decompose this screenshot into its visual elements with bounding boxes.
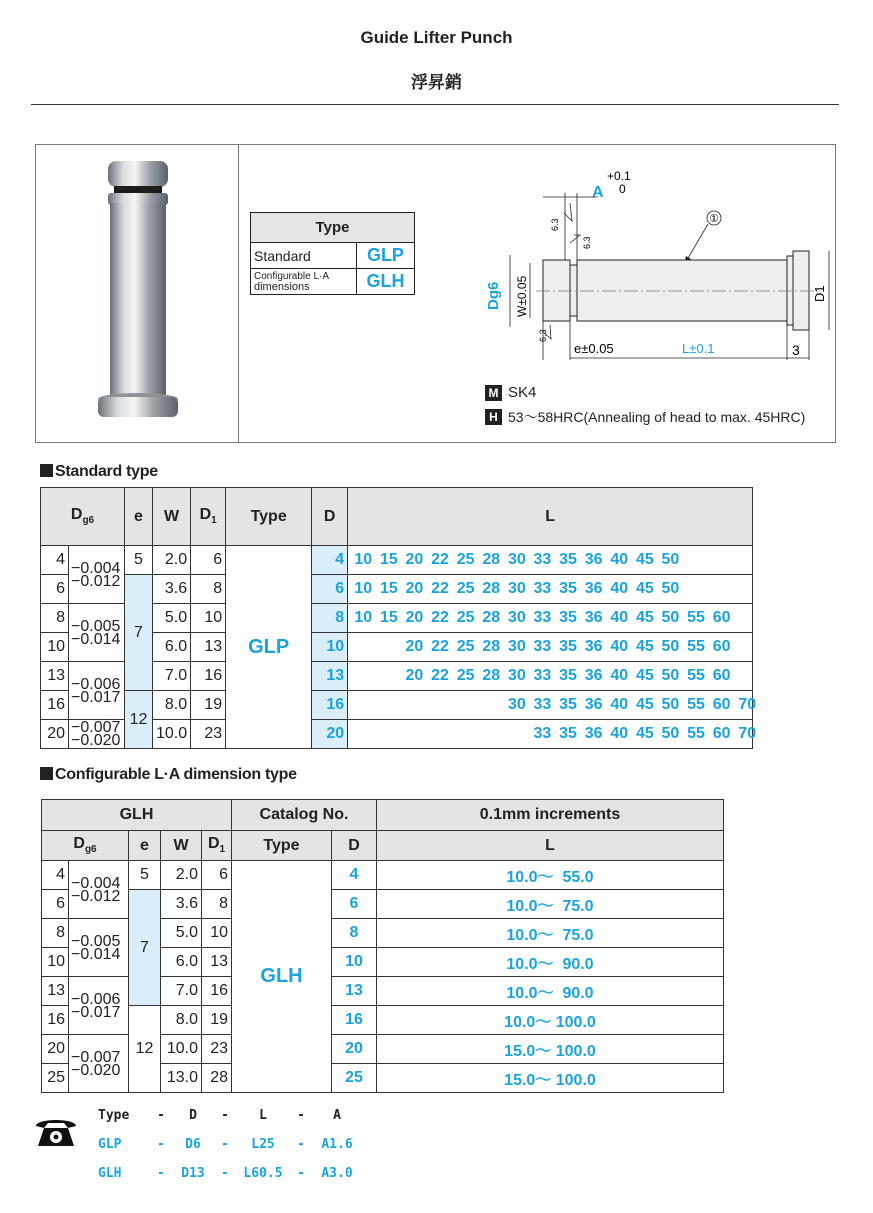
cfg-head-increments: 0.1mm increments xyxy=(377,800,724,831)
cfg-d1-cell: 19 xyxy=(202,1006,232,1035)
l-value: 20 xyxy=(405,609,424,626)
std-d-cell: 10 xyxy=(312,633,348,662)
std-d1-cell: 16 xyxy=(191,662,226,691)
std-d1-cell: 23 xyxy=(191,720,226,749)
l-value: 60 xyxy=(712,667,731,684)
std-dg-cell: 6 xyxy=(41,575,69,604)
order-example-glp xyxy=(98,1137,362,1166)
std-d-cell: 8 xyxy=(312,604,348,633)
cfg-d-cell: 20 xyxy=(332,1035,377,1064)
l-value: 40 xyxy=(610,580,629,597)
order-part: D13 xyxy=(181,1166,205,1181)
standard-code: GLP xyxy=(356,243,414,269)
header-divider xyxy=(31,104,839,105)
cfg-w-cell: 6.0 xyxy=(161,948,202,977)
std-tolerance-cell: −0.006 −0.017 xyxy=(69,662,125,720)
cfg-dg-cell: 4 xyxy=(42,861,69,890)
telephone-icon xyxy=(34,1114,78,1153)
roughness-3: 6.3 xyxy=(538,329,548,342)
l-value: 70 xyxy=(738,696,757,713)
l-value: 20 xyxy=(405,580,424,597)
cfg-type-cell: GLH xyxy=(232,861,332,1093)
l-value: 33 xyxy=(533,696,552,713)
std-l-cell xyxy=(348,691,757,720)
configurable-label-line2: dimensions xyxy=(254,280,310,293)
l-value: 55 xyxy=(687,696,705,713)
cfg-d-cell: 8 xyxy=(332,919,377,948)
l-value: 36 xyxy=(584,696,603,713)
std-tolerance-cell: −0.007 −0.020 xyxy=(69,720,125,749)
l-value: 10 xyxy=(354,580,373,597)
std-head-e: e xyxy=(125,488,153,546)
l-value: 40 xyxy=(610,667,629,684)
l-value: 55 xyxy=(687,638,705,655)
a-tol-top: +0.1 xyxy=(607,169,631,183)
callout-1: ① xyxy=(709,213,719,225)
l-value: 50 xyxy=(661,638,680,655)
cfg-dg-cell: 25 xyxy=(42,1064,69,1093)
order-part: Type xyxy=(98,1108,130,1123)
l-value: 60 xyxy=(712,725,731,742)
l-value: 45 xyxy=(635,725,654,742)
std-tolerance-cell: −0.004 −0.012 xyxy=(69,546,125,604)
std-l-cell xyxy=(348,662,753,691)
table-row xyxy=(41,546,753,575)
cfg-d1-cell: 8 xyxy=(202,890,232,919)
l-value: 50 xyxy=(661,609,680,626)
l-value: 20 xyxy=(405,551,424,568)
order-part: A3.0 xyxy=(321,1166,353,1181)
spec-box xyxy=(35,144,836,443)
material-key: M xyxy=(485,385,502,401)
l-value: 55 xyxy=(687,667,705,684)
l-value: 36 xyxy=(584,609,603,626)
order-part: - xyxy=(221,1108,229,1123)
d1-label: D1 xyxy=(812,285,827,302)
cfg-l-cell: 15.0〜 100.0 xyxy=(377,1035,724,1064)
cfg-w-cell: 8.0 xyxy=(161,1006,202,1035)
cfg-head-glh: GLH xyxy=(42,800,232,831)
order-part: D6 xyxy=(185,1137,201,1152)
l-value: 35 xyxy=(559,696,577,713)
order-part: GLP xyxy=(98,1137,122,1152)
cfg-w-cell: 10.0 xyxy=(161,1035,202,1064)
order-part: - xyxy=(221,1137,229,1152)
l-value: 36 xyxy=(584,725,603,742)
cfg-d1-cell: 13 xyxy=(202,948,232,977)
l-value: 40 xyxy=(610,725,629,742)
std-head-l: L xyxy=(348,488,753,546)
cfg-d1-cell: 6 xyxy=(202,861,232,890)
cfg-d-cell: 10 xyxy=(332,948,377,977)
cfg-head-l: L xyxy=(377,831,724,861)
std-w-cell: 10.0 xyxy=(153,720,191,749)
l-value: 33 xyxy=(533,551,552,568)
cfg-tolerance-cell: −0.005 −0.014 xyxy=(69,919,129,977)
cfg-d-cell: 4 xyxy=(332,861,377,890)
std-e-cell: 5 xyxy=(125,546,153,575)
config-heading xyxy=(40,766,297,784)
l-value: 22 xyxy=(431,551,449,568)
std-d1-cell: 10 xyxy=(191,604,226,633)
l-value: 15 xyxy=(379,580,398,597)
product-photo xyxy=(36,145,239,442)
l-value: 22 xyxy=(431,609,449,626)
l-value: 28 xyxy=(482,638,501,655)
cfg-l-cell: 10.0〜 100.0 xyxy=(377,1006,724,1035)
l-value: 40 xyxy=(610,638,629,655)
std-d1-cell: 6 xyxy=(191,546,226,575)
l-value: 45 xyxy=(635,580,654,597)
order-part: - xyxy=(297,1166,305,1181)
roughness-2: 6.3 xyxy=(582,236,592,249)
l-value: 33 xyxy=(533,580,552,597)
std-w-cell: 3.6 xyxy=(153,575,191,604)
cfg-l-cell: 10.0〜 75.0 xyxy=(377,919,724,948)
page-subtitle: 浮昇銷 xyxy=(411,73,462,92)
cfg-w-cell: 3.6 xyxy=(161,890,202,919)
std-w-cell: 8.0 xyxy=(153,691,191,720)
order-part: - xyxy=(297,1137,305,1152)
l-label: L±0.1 xyxy=(682,341,715,356)
l-value: 25 xyxy=(456,638,475,655)
standard-label: Standard xyxy=(251,243,357,269)
std-head-d: D xyxy=(312,488,348,546)
type-table-heading: Type xyxy=(251,213,415,243)
l-value: 28 xyxy=(482,667,501,684)
l-value: 35 xyxy=(559,551,577,568)
w-label: W±0.05 xyxy=(515,275,529,317)
cfg-d1-cell: 28 xyxy=(202,1064,232,1093)
std-tolerance-cell: −0.005 −0.014 xyxy=(69,604,125,662)
l-value: 28 xyxy=(482,551,501,568)
cfg-l-cell: 10.0〜 75.0 xyxy=(377,890,724,919)
cfg-head-catalog: Catalog No. xyxy=(232,800,377,831)
order-part: - xyxy=(297,1108,305,1123)
type-table xyxy=(250,212,415,295)
standard-table xyxy=(40,487,757,749)
l-value: 36 xyxy=(584,580,603,597)
order-part: - xyxy=(157,1166,165,1181)
a-label: A xyxy=(592,184,604,201)
l-value: 30 xyxy=(507,551,526,568)
std-d-cell: 16 xyxy=(312,691,348,720)
config-table xyxy=(41,799,724,1093)
std-l-cell xyxy=(348,633,753,662)
config-heading-text: Configurable L·A dimension type xyxy=(55,766,297,783)
l-value: 50 xyxy=(661,580,680,597)
cfg-d1-cell: 23 xyxy=(202,1035,232,1064)
order-part: D xyxy=(189,1108,197,1123)
l-value: 30 xyxy=(507,638,526,655)
std-head-w: W xyxy=(153,488,191,546)
cfg-head-d1: $D_1$ xyxy=(202,831,232,861)
l-value: 35 xyxy=(559,725,577,742)
std-head-type: Type xyxy=(226,488,312,546)
std-d-cell: 4 xyxy=(312,546,348,575)
table-row xyxy=(42,1006,724,1035)
std-l-cell xyxy=(348,604,753,633)
order-example xyxy=(98,1108,362,1195)
cfg-l-cell: 10.0〜 90.0 xyxy=(377,977,724,1006)
l-value: 40 xyxy=(610,551,629,568)
cfg-e-cell: 7 xyxy=(129,890,161,1006)
l-value: 55 xyxy=(687,725,705,742)
order-part: A1.6 xyxy=(321,1137,353,1152)
l-value: 30 xyxy=(507,667,526,684)
l-value: 60 xyxy=(712,696,731,713)
std-head-dg6: $D_{g6}$ xyxy=(41,488,125,546)
std-w-cell: 6.0 xyxy=(153,633,191,662)
std-e-cell: 7 xyxy=(125,575,153,691)
l-value: 15 xyxy=(379,551,398,568)
l-value: 36 xyxy=(584,551,603,568)
l-value: 25 xyxy=(456,609,475,626)
cfg-d1-cell: 16 xyxy=(202,977,232,1006)
cfg-dg-cell: 13 xyxy=(42,977,69,1006)
std-dg-cell: 4 xyxy=(41,546,69,575)
cfg-d-cell: 6 xyxy=(332,890,377,919)
order-part: A xyxy=(333,1108,341,1123)
material-line xyxy=(485,384,536,401)
std-d-cell: 20 xyxy=(312,720,348,749)
l-value: 33 xyxy=(533,725,552,742)
hardness-text: 53〜58HRC(Annealing of head to max. 45HRC) xyxy=(508,409,806,425)
std-w-cell: 5.0 xyxy=(153,604,191,633)
l-value: 33 xyxy=(533,667,552,684)
configurable-label-line1: Configurable L·A xyxy=(254,270,330,282)
l-value: 22 xyxy=(431,667,449,684)
l-value: 20 xyxy=(405,667,424,684)
std-d1-cell: 13 xyxy=(191,633,226,662)
cfg-d1-cell: 10 xyxy=(202,919,232,948)
dg6-label: Dg6 xyxy=(485,281,502,310)
l-value: 20 xyxy=(405,638,424,655)
l-value: 30 xyxy=(507,580,526,597)
order-part: - xyxy=(157,1108,165,1123)
l-value: 33 xyxy=(533,638,552,655)
page-title: Guide Lifter Punch xyxy=(360,28,513,47)
std-dg-cell: 16 xyxy=(41,691,69,720)
order-part: - xyxy=(157,1137,165,1152)
cfg-dg-cell: 6 xyxy=(42,890,69,919)
l-value: 45 xyxy=(635,551,654,568)
cfg-l-cell: 15.0〜 100.0 xyxy=(377,1064,724,1093)
roughness-1: 6.3 xyxy=(550,218,560,231)
cfg-head-w: W xyxy=(161,831,202,861)
technical-drawing xyxy=(446,155,836,385)
l-value: 25 xyxy=(456,667,475,684)
order-part: - xyxy=(221,1166,229,1181)
l-value: 45 xyxy=(635,638,654,655)
order-part: L60.5 xyxy=(243,1166,283,1181)
std-type-cell: GLP xyxy=(226,546,312,749)
l-value: 35 xyxy=(559,609,577,626)
cfg-head-d: D xyxy=(332,831,377,861)
cfg-l-cell: 10.0〜 55.0 xyxy=(377,861,724,890)
std-d-cell: 6 xyxy=(312,575,348,604)
l-value: 60 xyxy=(712,609,731,626)
configurable-label xyxy=(251,269,357,295)
cfg-e-cell: 5 xyxy=(129,861,161,890)
order-part: L25 xyxy=(251,1137,275,1152)
cfg-l-cell: 10.0〜 90.0 xyxy=(377,948,724,977)
std-w-cell: 7.0 xyxy=(153,662,191,691)
order-header-row xyxy=(98,1108,362,1137)
cfg-d-cell: 25 xyxy=(332,1064,377,1093)
l-value: 10 xyxy=(354,551,373,568)
std-e-cell: 12 xyxy=(125,691,153,749)
l-value: 45 xyxy=(635,696,654,713)
standard-heading xyxy=(40,463,158,481)
std-d-cell: 13 xyxy=(312,662,348,691)
e-label: e±0.05 xyxy=(574,341,614,356)
table-row xyxy=(41,691,753,720)
l-value: 45 xyxy=(635,667,654,684)
l-value: 55 xyxy=(687,609,705,626)
cfg-tolerance-cell: −0.007 −0.020 xyxy=(69,1035,129,1093)
cfg-w-cell: 13.0 xyxy=(161,1064,202,1093)
l-value: 25 xyxy=(456,580,475,597)
l-value: 35 xyxy=(559,638,577,655)
table-row xyxy=(41,575,753,604)
material-text: SK4 xyxy=(508,384,537,401)
a-tol-bottom: 0 xyxy=(619,182,626,196)
cfg-d-cell: 13 xyxy=(332,977,377,1006)
l-value: 36 xyxy=(584,667,603,684)
cfg-tolerance-cell: −0.004 −0.012 xyxy=(69,861,129,919)
l-value: 30 xyxy=(507,696,526,713)
std-w-cell: 2.0 xyxy=(153,546,191,575)
l-value: 40 xyxy=(610,609,629,626)
l-value: 70 xyxy=(738,725,757,742)
configurable-code: GLH xyxy=(356,269,414,295)
l-value: 28 xyxy=(482,609,501,626)
std-dg-cell: 13 xyxy=(41,662,69,691)
l-value: 25 xyxy=(456,551,475,568)
l-value: 28 xyxy=(482,580,501,597)
cfg-w-cell: 2.0 xyxy=(161,861,202,890)
std-l-cell xyxy=(348,575,753,604)
std-l-cell xyxy=(348,720,757,749)
l-value: 30 xyxy=(507,609,526,626)
cfg-dg-cell: 20 xyxy=(42,1035,69,1064)
hardness-line xyxy=(485,407,805,427)
l-value: 45 xyxy=(635,609,654,626)
l-value: 35 xyxy=(559,667,577,684)
three-label: 3 xyxy=(792,342,800,358)
cfg-e-cell: 12 xyxy=(129,1006,161,1093)
hardness-key: H xyxy=(485,409,502,425)
l-value: 10 xyxy=(354,609,373,626)
cfg-dg-cell: 10 xyxy=(42,948,69,977)
order-part: GLH xyxy=(98,1166,122,1181)
l-value: 50 xyxy=(661,551,680,568)
order-part: L xyxy=(259,1108,267,1123)
order-example-glh xyxy=(98,1166,362,1195)
l-value: 22 xyxy=(431,580,449,597)
std-l-cell xyxy=(348,546,753,575)
std-dg-cell: 20 xyxy=(41,720,69,749)
std-dg-cell: 10 xyxy=(41,633,69,662)
cfg-tolerance-cell: −0.006 −0.017 xyxy=(69,977,129,1035)
l-value: 50 xyxy=(661,725,680,742)
std-head-d1: $D_1$ xyxy=(191,488,226,546)
l-value: 36 xyxy=(584,638,603,655)
cfg-w-cell: 5.0 xyxy=(161,919,202,948)
l-value: 60 xyxy=(712,638,731,655)
l-value: 15 xyxy=(379,609,398,626)
l-value: 50 xyxy=(661,696,680,713)
cfg-dg-cell: 8 xyxy=(42,919,69,948)
table-row xyxy=(42,890,724,919)
cfg-dg-cell: 16 xyxy=(42,1006,69,1035)
cfg-d-cell: 16 xyxy=(332,1006,377,1035)
l-value: 22 xyxy=(431,638,449,655)
cfg-head-dg6: $D_{g6}$ xyxy=(42,831,129,861)
cfg-head-type: Type xyxy=(232,831,332,861)
cfg-w-cell: 7.0 xyxy=(161,977,202,1006)
standard-heading-text: Standard type xyxy=(55,463,158,480)
l-value: 40 xyxy=(610,696,629,713)
std-dg-cell: 8 xyxy=(41,604,69,633)
table-row xyxy=(42,861,724,890)
std-d1-cell: 8 xyxy=(191,575,226,604)
l-value: 35 xyxy=(559,580,577,597)
cfg-head-e: e xyxy=(129,831,161,861)
l-value: 33 xyxy=(533,609,552,626)
std-d1-cell: 19 xyxy=(191,691,226,720)
l-value: 50 xyxy=(661,667,680,684)
